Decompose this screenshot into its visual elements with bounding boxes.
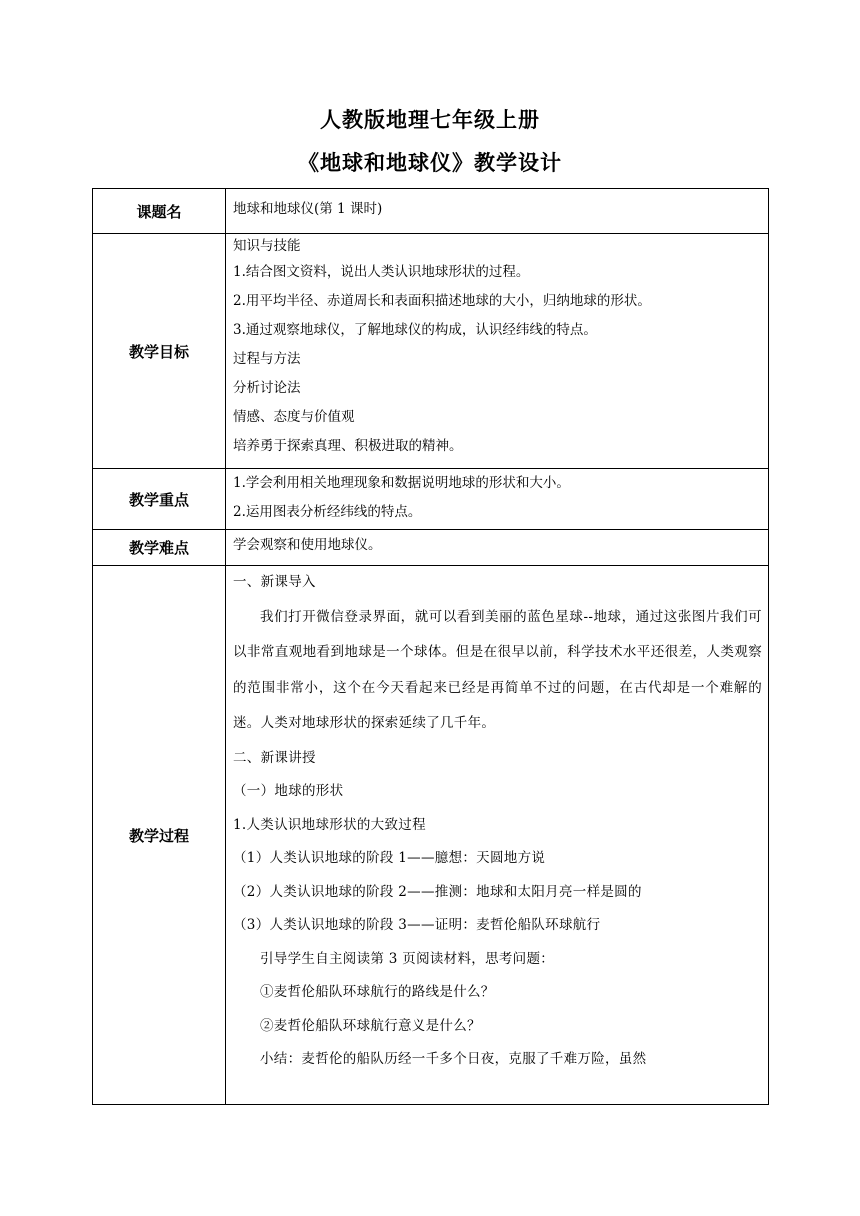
- objectives-content: [226, 234, 769, 469]
- process-section-heading: 一、新课导入: [233, 574, 316, 590]
- key-point-line: 2.运用图表分析经纬线的特点。: [233, 504, 422, 520]
- objectives-line: 过程与方法: [233, 351, 301, 367]
- objectives-line: 知识与技能: [233, 238, 301, 254]
- process-question: ②麦哲伦船队环球航行意义是什么？: [260, 1017, 481, 1034]
- table-row-process: [93, 566, 769, 1105]
- table-row-key-points: [93, 469, 769, 530]
- process-header: 教学过程: [93, 566, 226, 1105]
- process-intro-paragraph: 我们打开微信登录界面，就可以看到美丽的蓝色星球--地球，通过这张图片我们可以非常直观地看到地球是一个球体。但是在很早以前，科学技术水平还很差，人类观察的范围非常小，这个在今天看起来已经是再简单不过的问题，在古代却是一个难解的迷。人类对地球形状的探索延续了几千年。: [233, 608, 762, 731]
- objectives-line: 3.通过观察地球仪，了解地球仪的构成，认识经纬线的特点。: [233, 322, 597, 338]
- process-point: 1.人类认识地球形状的大致过程: [233, 816, 426, 833]
- process-summary: 小结：麦哲伦的船队历经一千多个日夜，克服了千难万险，虽然: [260, 1051, 647, 1067]
- course-name-header: 课题名: [93, 189, 226, 234]
- process-question: ①麦哲伦船队环球航行的路线是什么？: [260, 984, 495, 1000]
- key-points-header: 教学重点: [93, 469, 226, 530]
- lesson-plan-table: [92, 188, 769, 1105]
- objectives-line: 培养勇于探索真理、积极进取的精神。: [233, 438, 463, 454]
- table-row-objectives: [93, 234, 769, 469]
- process-content: [226, 566, 769, 1105]
- process-stage: （2）人类认识地球的阶段 2——推测：地球和太阳月亮一样是圆的: [233, 883, 642, 900]
- process-guide: 引导学生自主阅读第 3 页阅读材料，思考问题：: [260, 950, 555, 967]
- difficulties-value: 学会观察和使用地球仪。: [226, 530, 769, 566]
- document-title: 人教版地理七年级上册: [320, 108, 540, 132]
- key-points-content: [226, 469, 769, 530]
- process-subheading: （一）地球的形状: [233, 783, 344, 799]
- course-name-value: 地球和地球仪(第 1 课时): [226, 189, 769, 234]
- document-subtitle: 《地球和地球仪》教学设计: [298, 151, 562, 175]
- process-stage: （1）人类认识地球的阶段 1——臆想：天圆地方说: [233, 850, 546, 866]
- table-row-difficulties: [93, 530, 769, 566]
- objectives-header: 教学目标: [93, 234, 226, 469]
- objectives-line: 分析讨论法: [233, 380, 301, 396]
- objectives-line: 2.用平均半径、赤道周长和表面积描述地球的大小，归纳地球的形状。: [233, 293, 651, 309]
- process-section-heading: 二、新课讲授: [233, 749, 316, 766]
- key-point-line: 1.学会利用相关地理现象和数据说明地球的形状和大小。: [233, 475, 570, 491]
- objectives-line: 情感、态度与价值观: [233, 409, 355, 425]
- difficulties-header: 教学难点: [93, 530, 226, 566]
- table-row-course-name: [93, 189, 769, 234]
- process-stage: （3）人类认识地球的阶段 3——证明：麦哲伦船队环球航行: [233, 917, 601, 933]
- objectives-line: 1.结合图文资料，说出人类认识地球形状的过程。: [233, 264, 530, 280]
